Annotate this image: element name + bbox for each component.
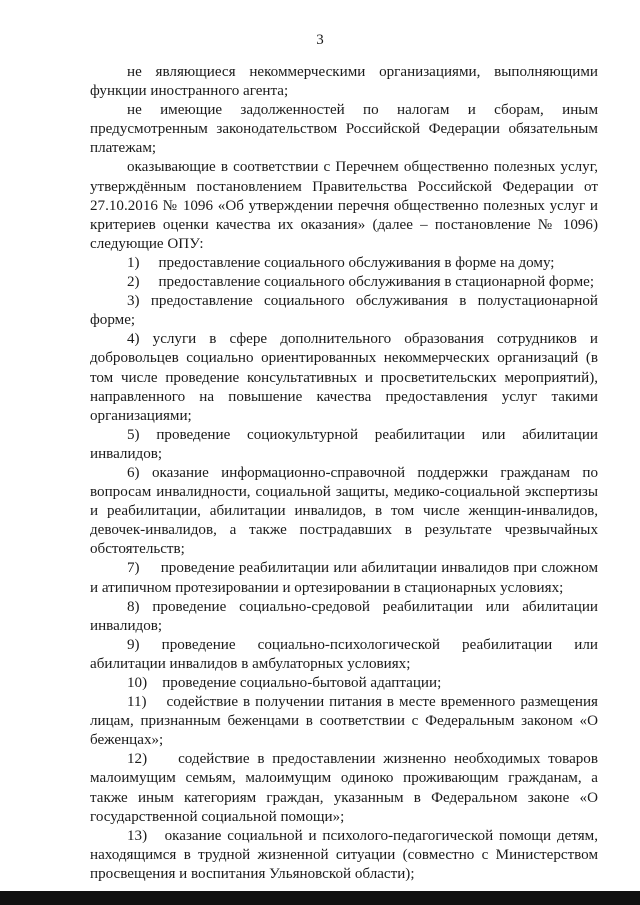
document-body bbox=[90, 63, 598, 884]
list-item: 1) предоставление социального обслуживания в форме на дому; bbox=[127, 254, 555, 271]
list-item: 7) проведение реабилитации или абилитации инвалидов при сложном и атипичном протезировании и ортезировании в стационарных условиях; bbox=[90, 560, 598, 596]
list-item: 11) содействие в получении питания в месте временного размещения лицам, признанным беженцами в соответствии с Федеральным законом «О беженцах»; bbox=[90, 694, 598, 749]
page-number: 3 bbox=[316, 32, 324, 48]
list-item: 10) проведение социально-бытовой адаптации; bbox=[127, 675, 442, 691]
list-item: 4) услуги в сфере дополнительного образования сотрудников и добровольцев социально ориентированных некоммерческих организаций (в том числе проведение консультативных и просветительских мероприятий), направленного на повышение качества предоставления услуг такими организациями; bbox=[90, 331, 598, 424]
list-item: 9) проведение социально-психологической реабилитации или абилитации инвалидов в амбулаторных условиях; bbox=[90, 636, 598, 672]
list-item: 5) проведение социокультурной реабилитации или абилитации инвалидов; bbox=[90, 426, 598, 462]
list-item: 13) оказание социальной и психолого-педагогической помощи детям, находящимся в трудной жизненной ситуации (совместно с Министерством просвещения и воспитания Ульяновской области); bbox=[90, 827, 598, 882]
list-item: 8) проведение социально-средовой реабилитации или абилитации инвалидов; bbox=[90, 598, 598, 634]
paragraph: оказывающие в соответствии с Перечнем общественно полезных услуг, утверждённым постановлением Правительства Российской Федерации от 27.10.2016 № 1096 «Об утверждении перечня общественно полезных услуг и критериев оценки качества их оказания» (далее – постановление № 1096) следующие ОПУ: bbox=[90, 159, 598, 252]
scan-edge-bar bbox=[0, 891, 640, 905]
list-item: 2) предоставление социального обслуживания в стационарной форме; bbox=[127, 274, 595, 291]
paragraph: не имеющие задолженностей по налогам и сборам, иным предусмотренным законодательством Российской Федерации обязательным платежам; bbox=[90, 102, 598, 157]
paragraph: не являющиеся некоммерческими организациями, выполняющими функции иностранного агента; bbox=[90, 64, 598, 100]
list-item: 3) предоставление социального обслуживания в полустационарной форме; bbox=[90, 293, 598, 329]
list-item: 12) содействие в предоставлении жизненно необходимых товаров малоимущим семьям, малоимущим одиноко проживающим гражданам, а также иным категориям граждан, указанным в Федеральном законе «О государственной социальной помощи»; bbox=[90, 751, 598, 825]
list-item: 6) оказание информационно-справочной поддержки гражданам по вопросам инвалидности, социальной защиты, медико-социальной экспертизы и реабилитации, абилитации инвалидов, в том числе женщин-инвалидов, девочек-инвалидов, а также пострадавших в результате чрезвычайных обстоятельств; bbox=[90, 464, 598, 558]
